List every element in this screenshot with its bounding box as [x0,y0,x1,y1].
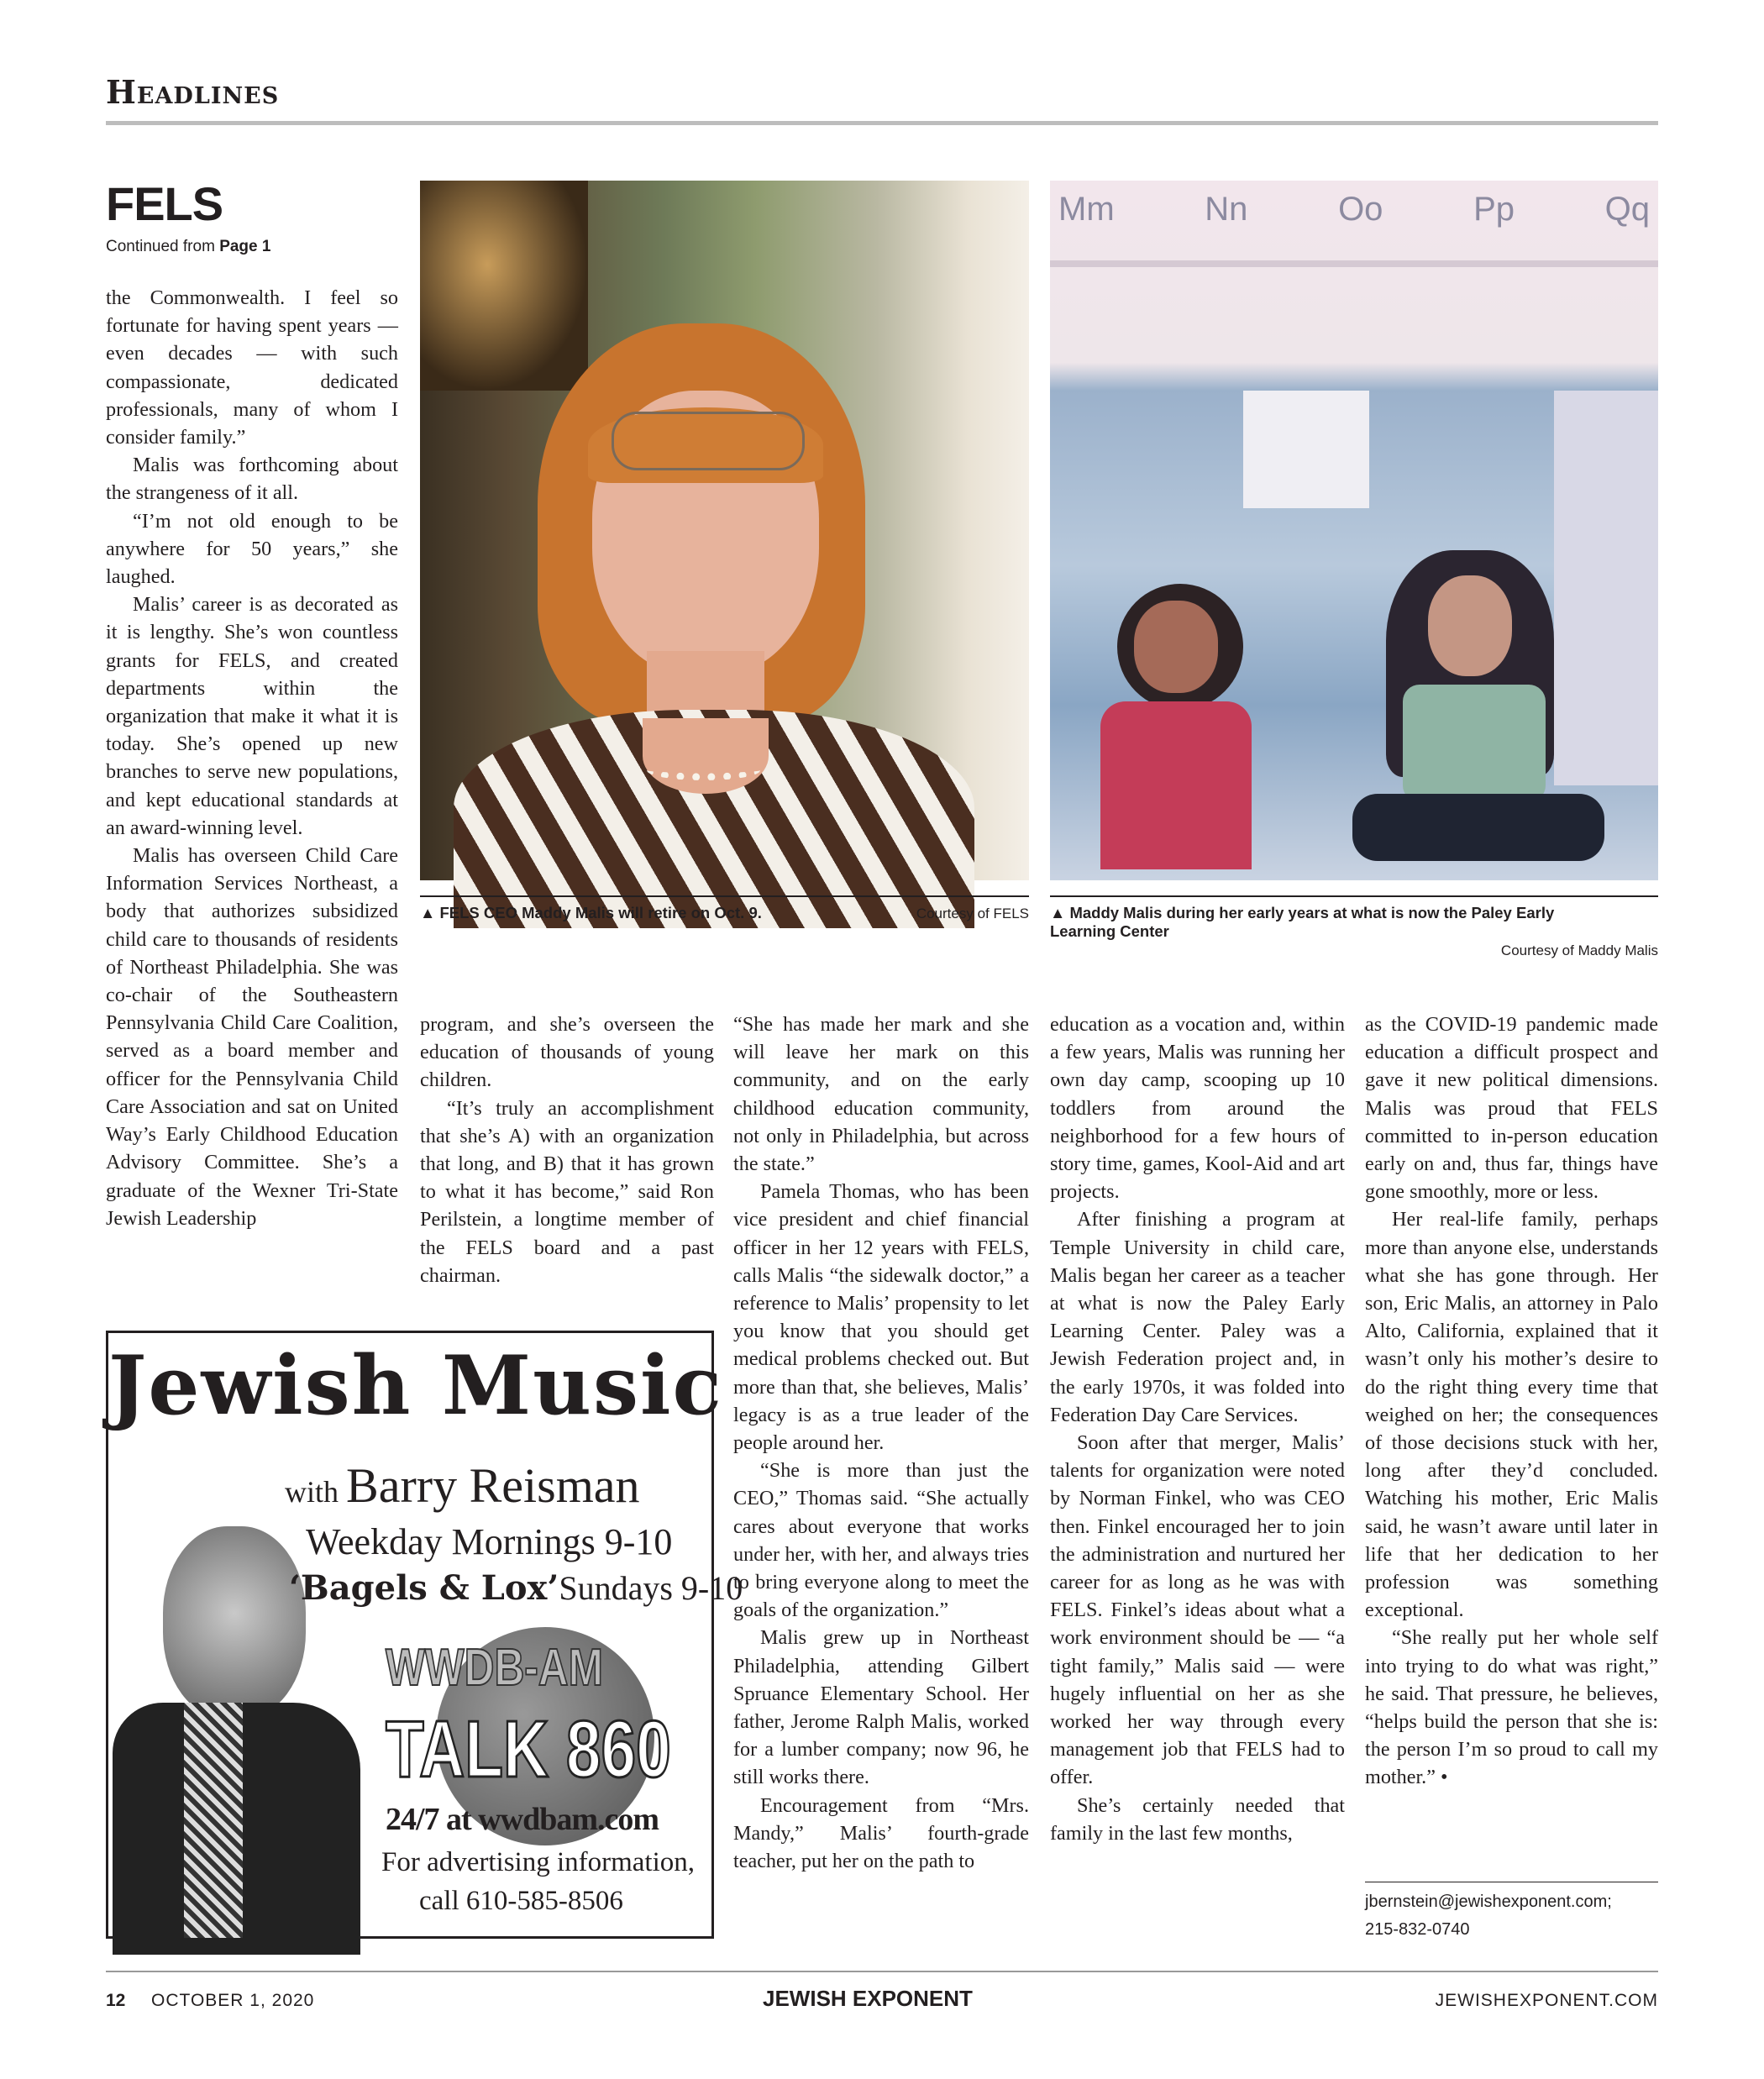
paragraph: as the COVID-19 pandemic made education a difficult prospect and gave it new political dimensions. Malis was proud that FELS committed to in-person education early on and, thus far, things have gone smoothly, more or less. [1365,1013,1658,1204]
paragraph: program, and she’s overseen the education of thousands of young children. [420,1013,714,1092]
paragraph: education as a vocation and, within a few years, Malis was running her own day camp, scooping up 10 toddlers from around the neighborhood for a few hours of story time, games, Kool-Aid and art projects. [1050,1013,1345,1204]
paragraph: “It’s truly an accomplishment that she’s A) with an organization that long, and B) that it has grown to what it has become,” said Ron Perilstein, a longtime member of the FELS board and a past chairman. [420,1096,714,1287]
continued-page: Page 1 [219,238,271,255]
photo-caption-2: ▲ Maddy Malis during her early years at what is now the Paley Early Learning Center [1050,904,1555,940]
column-2 [420,1011,714,1292]
ad-web: 24/7 at wwdbam.com [386,1802,659,1837]
paragraph: She’s certainly needed that family in the last few months, [1050,1793,1345,1845]
paragraph: Malis was forthcoming about the strangeness of it all. [106,454,398,505]
ad-station: WWDB-AM [386,1639,603,1697]
paragraph: “She really put her whole self into trying to do what was right,” he said. That pressure, he believes, “helps build the person that she is: the person I’m so proud to call my mother.” • [1365,1626,1658,1789]
column-5 [1365,1011,1658,1878]
paragraph: “She is more than just the CEO,” Thomas said. “She actually cares about everyone that works under her, with her, and always tries to bring everyone along to meet the goals of the organization.” [733,1459,1029,1622]
ad-host: Barry Reisman [346,1458,640,1513]
caption-rule-1 [420,895,1029,897]
ad-headline: Jewish Music [108,1338,723,1433]
letter-card: Oo [1338,191,1383,228]
ad-sunday-time: Sundays 9-10 [559,1569,743,1607]
letter-card: Mm [1058,191,1115,228]
ad-talk: TALK 860 [386,1704,671,1794]
contact-phone: 215-832-0740 [1365,1920,1470,1939]
paragraph: Soon after that merger, Malis’ talents for organization were noted by Norman Finkel, who was CEO then. Finkel encouraged her to join the administration and nurtured her career for as long as he was with FELS. Finkel’s ideas about what a work environment should be — “a tight family,” Malis said — were hugely influential on her as she worked her way through every management job that FELS had to offer. [1050,1431,1345,1789]
ad-with [285,1459,640,1513]
paragraph: Encouragement from “Mrs. Mandy,” Malis’ fourth-grade teacher, put her on the path to [733,1793,1029,1873]
contact-info [1365,1888,1612,1944]
section-header: Headlines [106,73,280,111]
website[interactable]: JEWISHEXPONENT.COM [1435,1991,1658,2010]
publication-name: JEWISH EXPONENT [763,1986,973,2011]
caption-rule-2 [1050,895,1658,897]
column-4 [1050,1011,1345,1961]
contact-email[interactable]: jbernstein@jewishexponent.com; [1365,1893,1612,1911]
photo-credit-1: Courtesy of FELS [916,906,1029,921]
letter-card: Qq [1604,191,1650,228]
advertisement-jewish-music[interactable] [106,1331,743,1939]
paragraph: After finishing a program at Temple University in child care, Malis began her career as a teacher at what is now the Paley Early Learning Center. Paley was a Jewish Federation project and, in the early 1970s, it was folded into Federation Day Care Services. [1050,1208,1345,1426]
ad-with-text: with [285,1475,339,1509]
photo-caption-1: ▲ FELS CEO Maddy Malis will retire on Oct. 9. [420,904,762,921]
continued-label: Continued from [106,238,220,255]
ad-weekday: Weekday Mornings 9-10 [306,1521,673,1562]
paragraph: “I’m not old enough to be anywhere for 50 years,” she laughed. [106,509,398,589]
article-title: FELS [106,177,223,230]
paragraph: Malis grew up in Northeast Philadelphia, attending Gilbert Spruance Elementary School. Her father, Jerome Ralph Malis, worked for a lumber company; now 96, he still works there. [733,1626,1029,1789]
column-1 [106,284,398,1292]
photo-early-years [1050,181,1658,880]
ad-sunday [289,1570,743,1607]
paragraph: Malis’ career is as decorated as it is lengthy. She’s won countless grants for FELS, and created departments within the organization that make it what it is today. She’s opened up new branches to serve new populations, and kept educational standards at an award-winning level. [106,593,398,839]
caption-text: FELS CEO Maddy Malis will retire on Oct. 9. [439,904,762,921]
continued-from [106,237,270,257]
paragraph: “She has made her mark and she will leave her mark on this community, and on the early childhood education community, not only in Philadelphia, but across the state.” [733,1013,1029,1176]
paragraph: the Commonwealth. I feel so fortunate for having spent years — even decades — with such compassionate, dedicated professionals, many of whom I consider family.” [106,286,398,449]
footer-rule [106,1971,1658,1972]
paragraph: Malis has overseen Child Care Information Services Northeast, a body that authorizes subsidized child care to thousands of residents of Northeast Philadelphia. She was co-chair of the Southeastern Pennsylvania Child Care Coalition, served as a board member and officer for the Pennsylvania Child Care Association and sat on United Way’s Early Childhood Education Advisory Committee. She’s a graduate of the Wexner Tri-State Jewish Leadership [106,844,398,1230]
ad-show: ‘Bagels & Lox’ [289,1568,559,1608]
caption-text: Maddy Malis during her early years at what is now the Paley Early Learning Center [1050,904,1555,940]
ad-advertising: For advertising information, [381,1847,696,1877]
photo-maddy-malis [420,181,1029,880]
letter-card: Pp [1473,191,1515,228]
page-number: 12 [106,1991,126,2010]
issue-date: OCTOBER 1, 2020 [151,1991,315,2010]
paragraph: Her real-life family, perhaps more than anyone else, understands what she has gone through. Her son, Eric Malis, an attorney in Palo Alto, California, explained that it wasn’t only his mother’s desire to do the right thing every time that weighed on her; the consequences of those decisions stuck with her, long after they’d concluded. Watching his mother, Eric Malis said, he wasn’t aware until later in life that her dedication to her profession was something exceptional. [1365,1208,1658,1622]
paragraph: Pamela Thomas, who has been vice president and chief financial officer in her 12 years with FELS, calls Malis “the sidewalk doctor,” a reference to Malis’ propensity to let you know that you should get medical problems checked out. But more than that, she believes, Malis’ legacy is as a true leader of the people around her. [733,1180,1029,1455]
column-3 [733,1011,1029,1961]
letter-card: Nn [1205,191,1248,228]
header-rule [106,121,1658,125]
photo-credit-2: Courtesy of Maddy Malis [1500,942,1658,958]
ad-phone: call 610-585-8506 [419,1886,623,1916]
wall-letters [1050,189,1658,229]
